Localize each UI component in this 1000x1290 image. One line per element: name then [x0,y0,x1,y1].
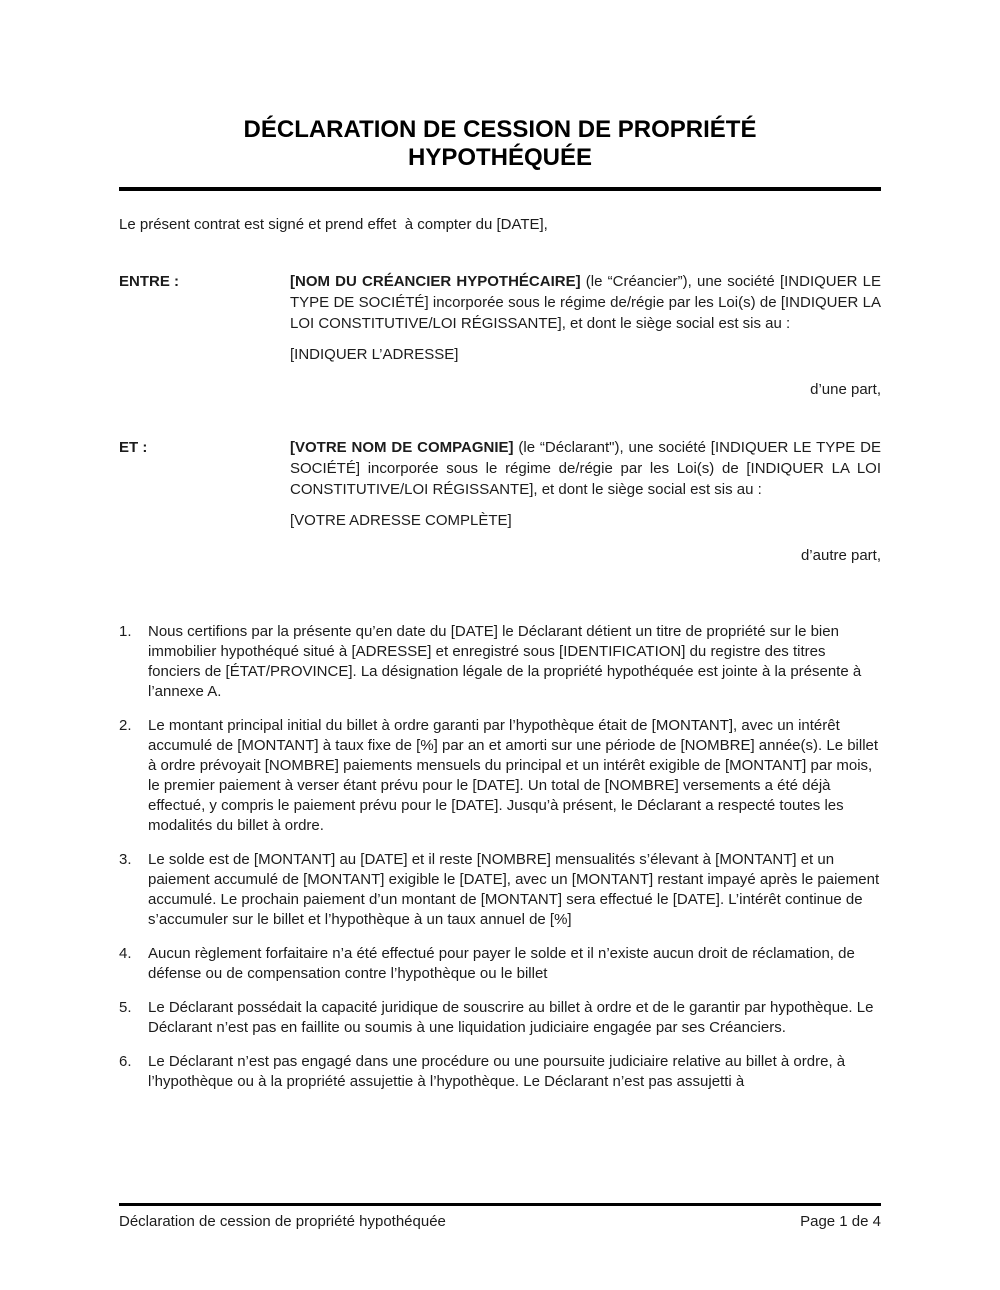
party-closing: d’autre part, [800,547,881,564]
party-address-placeholder: [VOTRE ADRESSE COMPLÈTE] [290,512,512,529]
clause-text: Le Déclarant possédait la capacité juridique de souscrire au billet à ordre et de le garantir par hypothèque. Le Déclarant n’est pas en faillite ou soumis à une liquidation judiciaire engagée par ses Créanciers. [148,999,874,1036]
clause-list [119,622,881,1092]
clause-text: Le Déclarant n’est pas engagé dans une procédure ou une poursuite judiciaire relative au billet à ordre, à l’hypothèque ou à la propriété assujettie à l’hypothèque. Le Déclarant n’est pas assujetti à [148,1053,846,1090]
clause-number: 6. [119,1053,132,1070]
party-name-placeholder: [NOM DU CRÉANCIER HYPOTHÉCAIRE] [290,273,581,290]
party-label-entre: ENTRE : [119,273,179,290]
party-description [290,271,881,334]
page-title [119,116,881,172]
clause-item-4 [119,944,881,984]
clause-text: Nous certifions par la présente qu’en date du [DATE] le Déclarant détient un titre de propriété sur le bien immobilier hypothéqué situé à [ADRESSE] et enregistré sous [IDENTIFICATION] du registre des titres fonciers de [ÉTAT/PROVINCE]. La désignation légale de la propriété hypothéquée est jointe à la présente à l’annexe A. [148,623,862,700]
footer-page-number: Page 1 de 4 [800,1213,881,1230]
party-details-et [290,437,881,566]
clause-number: 5. [119,999,132,1016]
clause-text: Le solde est de [MONTANT] au [DATE] et il reste [NOMBRE] mensualités s’élevant à [MONTANT] et un paiement accumulé de [MONTANT] exigible le [DATE], avec un [MONTANT] restant impayé après le paiement accumulé. Le prochain paiement d’un montant de [MONTANT] sera effectué le [DATE]. L’intérêt continue de s’accumuler sur le billet et l’hypothèque à un taux annuel de [%] [148,851,880,928]
party-label-et: ET : [119,439,148,456]
party-description-text: (le “Créancier”), une société [INDIQUER LE TYPE DE SOCIÉTÉ] incorporée sous le régime de/régie par les Loi(s) de [INDIQUER LA LOI CONSTITUTIVE/LOI RÉGISSANTE], et dont le siège social est sis au : [290,273,881,332]
clause-item-6 [119,1052,881,1092]
clause-number: 1. [119,623,132,640]
party-block-entre [119,271,881,400]
footer-document-title: Déclaration de cession de propriété hypothéquée [119,1213,446,1230]
party-address-placeholder: [INDIQUER L’ADRESSE] [290,346,459,363]
clause-text: Aucun règlement forfaitaire n’a été effectué pour payer le solde et il n’existe aucun droit de réclamation, de défense ou de compensation contre l’hypothèque ou le billet [148,945,855,982]
intro-paragraph: Le présent contrat est signé et prend effet à compter du [DATE], [119,216,548,233]
party-block-et [119,437,881,566]
party-name-placeholder: [VOTRE NOM DE COMPAGNIE] [290,439,514,456]
page-footer [119,1203,881,1231]
footer-divider [119,1203,881,1206]
party-description [290,437,881,500]
party-description-text: (le “Déclarant"), une société [INDIQUER LE TYPE DE SOCIÉTÉ] incorporée sous le régime de/régie par les Loi(s) de [INDIQUER LA LOI CONSTITUTIVE/LOI RÉGISSANTE], et dont le siège social est sis au : [290,439,882,498]
clause-item-2 [119,716,881,836]
clause-item-3 [119,850,881,930]
page-title-line1: DÉCLARATION DE CESSION DE PROPRIÉTÉ [243,116,757,143]
clause-number: 4. [119,945,132,962]
title-divider [119,187,881,191]
page-title-line2: HYPOTHÉQUÉE [407,144,593,171]
party-details-entre [290,271,881,400]
clause-item-1 [119,622,881,702]
party-closing: d’une part, [810,381,881,398]
footer-row [119,1213,881,1231]
clause-number: 3. [119,851,132,868]
clause-item-5 [119,998,881,1038]
clause-text: Le montant principal initial du billet à ordre garanti par l’hypothèque était de [MONTANT], avec un intérêt accumulé de [MONTANT] à taux fixe de [%] par an et amorti sur une période de [NOMBRE] année(s). Le billet à ordre prévoyait [NOMBRE] paiements mensuels du principal et un intérêt exigible de [MONTANT] par mois, le premier paiement à verser étant prévu pour le [DATE]. Un total de [NOMBRE] versements a été déjà effectué, y compris le paiement prévu pour le [DATE]. Jusqu’à présent, le Déclarant a respecté toutes les modalités du billet à ordre. [148,717,879,834]
clause-number: 2. [119,717,132,734]
